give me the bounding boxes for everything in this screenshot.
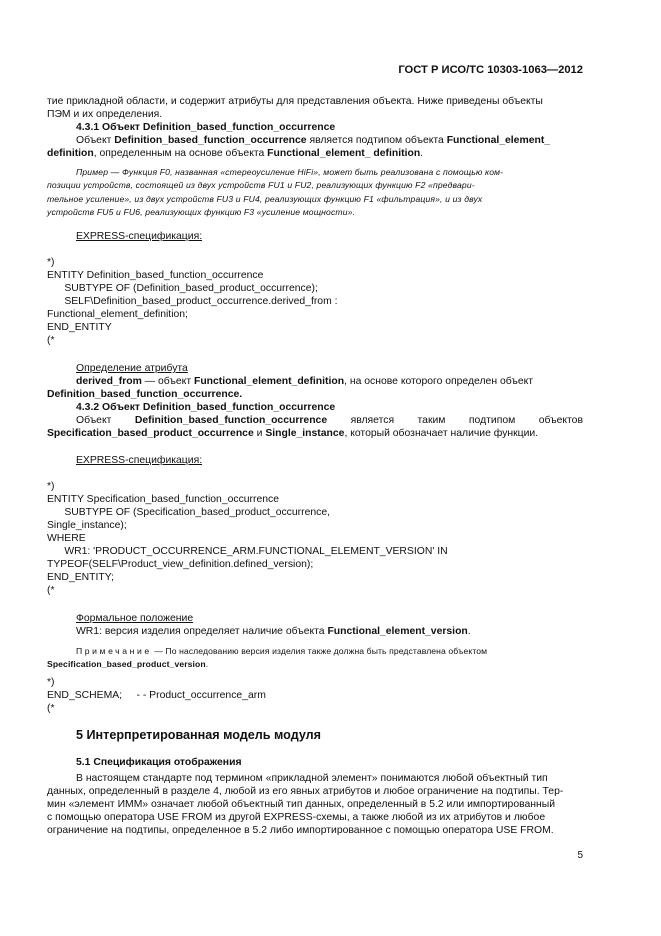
attribute-name: derived_from: [76, 376, 142, 387]
text-line: В настоящем стандарте под термином «прикладной элемент» понимаются любой объектный тип: [76, 773, 548, 784]
text: подтипом: [468, 415, 516, 426]
example-line: устройств FU5 и FU6, реализующих функцию F3 «усиление мощности».: [47, 207, 356, 218]
example-line: тельное усиление», из двух устройств FU3 и FU4, реализующих функцию F1 «фильтрация», и из двух: [47, 193, 483, 204]
example-block: [47, 166, 583, 220]
text: , который обозначает наличие функции.: [344, 428, 539, 439]
entity-name: Definition_based_function_occurrence: [114, 135, 307, 146]
spread-line: [47, 414, 583, 427]
note-line: [47, 645, 583, 658]
entity-name: Specification_based_product_occurrence: [47, 428, 254, 439]
text: объектов: [538, 415, 583, 426]
note-line: [47, 658, 583, 671]
text: Объект: [76, 415, 112, 426]
text: , на основе которого определен объект: [344, 376, 534, 387]
text: , определенным на основе объекта: [93, 148, 268, 159]
entity-name: Functional_element_definition: [193, 376, 345, 387]
text-line: ПЭМ и их определения.: [47, 109, 163, 120]
intro-paragraph: [47, 95, 583, 121]
express-label: EXPRESS-спецификация:: [76, 455, 203, 466]
formal-label: Формальное положение: [76, 613, 194, 624]
section-heading: 4.3.2 Объект Definition_based_function_occurrence: [76, 402, 336, 413]
entity-name: Definition_based_function_occurrence: [134, 415, 328, 426]
text-line: [47, 375, 583, 388]
section-paragraph: [47, 772, 583, 837]
express-spec-1: [47, 230, 583, 347]
section-heading: 4.3.1 Объект Definition_based_function_occurrence: [76, 122, 336, 133]
subsection-heading: 5.1 Спецификация отображения: [76, 757, 242, 768]
entity-name: Single_instance: [265, 428, 345, 439]
end-schema: [47, 676, 583, 715]
text-line: тие прикладной области, и содержит атрибуты для представления объекта. Ниже приведены объекты: [47, 96, 543, 107]
text-line: ограничение на подтипы, определенное в 5.2 либо импортированное с помощью оператора USE FROM.: [47, 825, 554, 836]
attribute-label: Определение атрибута: [76, 363, 188, 374]
text: таким: [417, 415, 446, 426]
express-label: EXPRESS-спецификация:: [76, 231, 203, 242]
text: — объект: [141, 376, 194, 387]
text-line: [47, 134, 583, 147]
example-line: позиции устройств, состоящей из двух устройств FU1 и FU2, реализующих функцию F2 «предвари-: [47, 180, 475, 191]
entity-name: Functional_element_version: [327, 626, 468, 637]
attribute-definition: [47, 362, 583, 401]
section-4-3-1: [47, 121, 583, 160]
express-code: *) END_SCHEMA; - - Product_occurrence_arm (*: [47, 677, 266, 714]
entity-name: Functional_element_: [446, 135, 551, 146]
text-line: с помощью оператора USE FROM из другой EXPRESS-схемы, а также любой из их атрибутов и любое: [47, 812, 546, 823]
text-line: данных, определенный в разделе 4, любой из его явных атрибутов и любое ограничение на подтипы. Тер-: [47, 786, 564, 797]
entity-name: Specification_based_product_version: [47, 659, 206, 669]
express-code: *) ENTITY Specification_based_function_occurrence SUBTYPE OF (Specification_based_product_occurrence, Single_instance); WHERE WR1: 'PRODUCT_OCCURRENCE_ARM.FUNCTIONAL_ELEMENT_VERSION' IN TYPEOF(SELF\Product_view_definition.defined_version); END_ENTITY; (*: [47, 481, 448, 596]
text: — По наследованию версия изделия также должна быть представлена объектом: [151, 646, 488, 656]
text: Объект: [76, 135, 115, 146]
text: .: [467, 626, 471, 637]
text-line: [47, 147, 583, 160]
section-4-3-2: [47, 401, 583, 440]
text: .: [205, 659, 209, 669]
section-heading: 5 Интерпретированная модель модуля: [76, 728, 322, 742]
express-spec-2: [47, 454, 583, 597]
entity-name: definition: [47, 148, 94, 159]
text: является: [350, 415, 395, 426]
text-line: [47, 427, 583, 440]
entity-name: Definition_based_function_occurrence.: [47, 389, 243, 400]
example-line: Пример — Функция F0, названная «стереоусиление HiFi», может быть реализована с помощью ком-: [76, 167, 504, 177]
formal-statement: [47, 612, 583, 638]
text-line: мин «элемент ИММ» означает любой объектный тип данных, определенный в 5.2 или импортированный: [47, 799, 556, 810]
express-code: *) ENTITY Definition_based_function_occurrence SUBTYPE OF (Definition_based_product_occurrence); SELF\Definition_based_product_occurrence.derived_from : Functional_element_definition; END_ENTITY (*: [47, 257, 338, 346]
section-5: [47, 729, 583, 837]
text-line: [47, 625, 583, 638]
text: и: [253, 428, 266, 439]
note-prefix: Примечание: [76, 646, 152, 656]
text: WR1: версия изделия определяет наличие объекта: [76, 626, 328, 637]
text: .: [420, 148, 424, 159]
note-block: [47, 645, 583, 671]
entity-name: Functional_element_ definition: [267, 148, 421, 159]
document-code-header: ГОСТ Р ИСО/ТС 10303-1063—2012: [398, 64, 583, 76]
text: является подтипом объекта: [306, 135, 447, 146]
page-number: 5: [577, 850, 583, 861]
